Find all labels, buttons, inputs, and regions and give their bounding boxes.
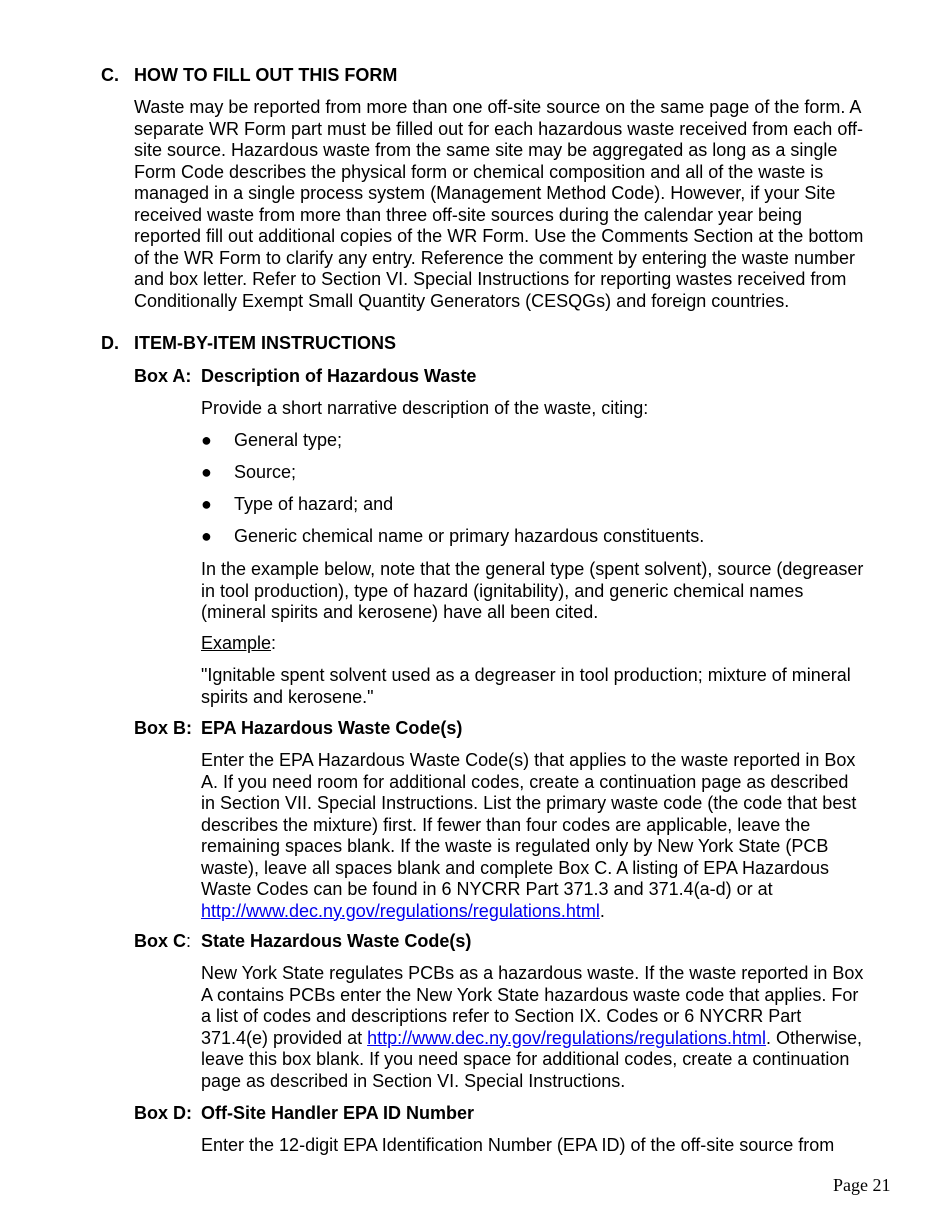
example-line: spirits and kerosene." — [201, 686, 374, 707]
box-c-label-wrap — [134, 931, 201, 953]
box-a-example-heading — [201, 633, 276, 655]
section-c-line: Conditionally Exempt Small Quantity Generators (CESQGs) and foreign countries. — [134, 290, 790, 311]
section-c-line: separate WR Form part must be filled out for each hazardous waste received from each off- — [134, 118, 863, 139]
list-item — [201, 526, 704, 548]
box-a-intro: Provide a short narrative description of the waste, citing: — [201, 398, 649, 418]
box-b-link-line — [201, 901, 856, 923]
bullet-icon: ● — [201, 526, 212, 546]
box-c-line: New York State regulates PCBs as a hazardous waste. If the waste reported in Box — [201, 963, 864, 983]
box-a-note-line: (mineral spirits and kerosene) have all been cited. — [201, 602, 599, 622]
box-d-title: Off-Site Handler EPA ID Number — [201, 1103, 475, 1123]
page-number: Page 21 — [833, 1175, 891, 1195]
bullet-icon: ● — [201, 462, 212, 482]
regulations-link[interactable]: http://www.dec.ny.gov/regulations/regulations.html — [367, 1027, 766, 1048]
section-d-heading — [101, 333, 396, 355]
link-suffix: . — [599, 900, 605, 921]
box-b-line: waste), leave all spaces blank and complete Box C. A listing of EPA Hazardous — [201, 857, 830, 878]
box-b-line: remaining spaces blank. If the waste is regulated only by New York State (PCB — [201, 836, 829, 856]
box-b-line: Enter the EPA Hazardous Waste Code(s) that applies to the waste reported in Box — [201, 750, 856, 770]
box-c-heading — [134, 931, 471, 953]
bullet-text: Source; — [234, 462, 297, 482]
box-c-line: a list of codes and descriptions refer to Section IX. Codes or 6 NYCRR Part — [201, 1006, 802, 1026]
box-d-label: Box D: — [134, 1103, 192, 1123]
box-a-label: Box A: — [134, 366, 192, 386]
box-a-note-line: in tool production), type of hazard (ignitability), and generic chemical names — [201, 580, 804, 601]
box-b-line: describes the mixture) first. If fewer than four codes are applicable, leave the — [201, 814, 811, 835]
section-c-line: site source. Hazardous waste from the same site may be aggregated as long as a single — [134, 140, 838, 160]
section-c-line: of the WR Form to clarify any entry. Reference the comment by entering the waste number — [134, 247, 855, 268]
bullet-icon: ● — [201, 494, 212, 514]
section-c-line: received waste from more than three off-site sources during the calendar year being — [134, 204, 803, 225]
box-c-line4-prefix: 371.4(e) provided at — [201, 1027, 368, 1048]
section-c-heading — [101, 65, 397, 87]
bullet-icon: ● — [201, 430, 212, 450]
box-c-line: leave this box blank. If you need space for additional codes, create a continuation — [201, 1049, 850, 1069]
section-c-line: managed in a single process system (Management Method Code). However, if your Site — [134, 183, 836, 203]
box-b-line: Waste Codes can be found in 6 NYCRR Part 371.3 and 371.4(a-d) or at — [201, 879, 773, 899]
box-c-title: State Hazardous Waste Code(s) — [201, 931, 472, 951]
box-c-paragraph — [201, 963, 863, 1092]
section-d-letter: D. — [101, 333, 119, 353]
section-c-paragraph — [134, 97, 863, 312]
bullet-text: Generic chemical name or primary hazardous constituents. — [234, 526, 705, 546]
box-a-heading — [134, 366, 476, 388]
box-b-title: EPA Hazardous Waste Code(s) — [201, 718, 463, 738]
section-c-line: Waste may be reported from more than one off-site source on the same page of the form. A — [134, 97, 862, 117]
box-b-heading — [134, 718, 462, 740]
box-d-heading — [134, 1103, 474, 1125]
box-a-title: Description of Hazardous Waste — [201, 366, 477, 386]
example-line: "Ignitable spent solvent used as a degreaser in tool production; mixture of mineral — [201, 665, 851, 685]
list-item — [201, 494, 393, 516]
list-item — [201, 430, 342, 452]
section-c-line: reported fill out additional copies of the WR Form. Use the Comments Section at the bottom — [134, 226, 864, 246]
box-c-label-colon: : — [186, 931, 192, 951]
box-b-line: in Section VII. Special Instructions. List the primary waste code (the code that best — [201, 793, 857, 813]
section-c-title: HOW TO FILL OUT THIS FORM — [134, 65, 398, 85]
list-item — [201, 462, 296, 484]
box-b-paragraph — [201, 750, 856, 922]
section-c-line: and box letter. Refer to Section VI. Special Instructions for reporting wastes received from — [134, 269, 847, 289]
box-c-line4-suffix: . Otherwise, — [765, 1027, 863, 1048]
box-b-label: Box B: — [134, 718, 192, 738]
example-label: Example — [201, 633, 272, 653]
box-a-example-quote — [201, 665, 851, 708]
box-c-line: A contains PCBs enter the New York State hazardous waste code that applies. For — [201, 984, 859, 1005]
box-b-line: A. If you need room for additional codes, create a continuation page as described — [201, 771, 849, 792]
box-c-label: Box C — [134, 931, 187, 951]
regulations-link[interactable]: http://www.dec.ny.gov/regulations/regulations.html — [201, 900, 600, 921]
bullet-text: General type; — [234, 430, 343, 450]
example-colon: : — [271, 633, 277, 653]
box-a-note-line: In the example below, note that the general type (spent solvent), source (degreaser — [201, 559, 864, 579]
box-c-link-line — [201, 1028, 863, 1050]
section-d-title: ITEM-BY-ITEM INSTRUCTIONS — [134, 333, 396, 353]
bullet-text: Type of hazard; and — [234, 494, 394, 514]
section-c-letter: C. — [101, 65, 119, 85]
box-d-paragraph — [201, 1135, 834, 1157]
box-a-note — [201, 559, 863, 624]
box-c-line: page as described in Section VI. Special Instructions. — [201, 1070, 626, 1091]
box-d-line: Enter the 12-digit EPA Identification Number (EPA ID) of the off-site source from — [201, 1135, 835, 1155]
section-c-line: Form Code describes the physical form or chemical composition and all of the waste is — [134, 161, 824, 182]
